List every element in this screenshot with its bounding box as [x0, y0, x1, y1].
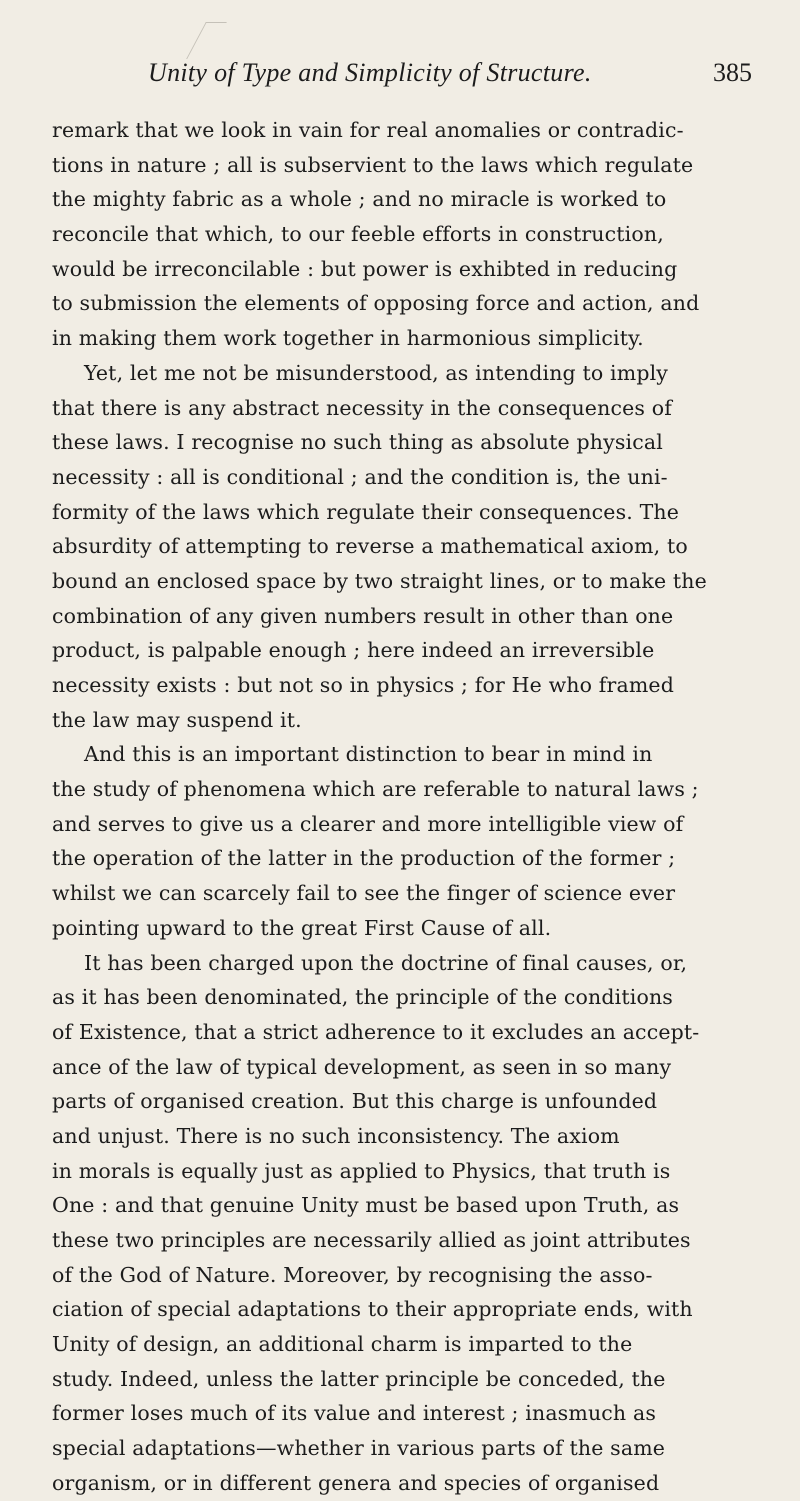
text-line: the law may suspend it. — [52, 707, 302, 732]
text-line: formity of the laws which regulate their consequences. The — [52, 499, 680, 524]
text-line: that there is any abstract necessity in the consequences of — [52, 395, 672, 420]
text-line: the study of phenomena which are referable to natural laws ; — [52, 777, 699, 802]
text-line: to submission the elements of opposing force and action, and — [52, 291, 700, 316]
text-line: as it has been denominated, the principle of the conditions — [52, 985, 673, 1010]
text-line: necessity : all is conditional ; and the condition is, the uni- — [52, 464, 668, 489]
text-line: parts of organised creation. But this charge is unfounded — [52, 1089, 658, 1114]
text-line: remark that we look in vain for real anomalies or contradic- — [52, 118, 684, 142]
text-line: study. Indeed, unless the latter principle be conceded, the — [52, 1366, 666, 1391]
text-line: and serves to give us a clearer and more intelligible view of — [52, 811, 684, 836]
text-line: former loses much of its value and interest ; inasmuch as — [52, 1401, 656, 1426]
text-line: the mighty fabric as a whole ; and no miracle is worked to — [52, 187, 667, 212]
paragraph-first-line: And this is an important distinction to bear in mind in — [84, 742, 653, 767]
paragraph-first-line: It has been charged upon the doctrine of final causes, or, — [84, 950, 688, 975]
running-title: Unity of Type and Simplicity of Structure. — [148, 58, 592, 87]
text-line: reconcile that which, to our feeble efforts in construction, — [52, 222, 664, 247]
text-line: necessity exists : but not so in physics ; for He who framed — [52, 673, 674, 697]
text-line: ciation of special adaptations to their appropriate ends, with — [52, 1297, 693, 1322]
paragraph-first-line: Yet, let me not be misunderstood, as intending to imply — [84, 360, 669, 385]
text-line: of the God of Nature. Moreover, by recognising the asso- — [52, 1262, 653, 1287]
page-corner-mark — [186, 22, 227, 59]
running-head — [148, 58, 752, 98]
text-line: bound an enclosed space by two straight lines, or to make the — [52, 568, 707, 593]
text-line: One : and that genuine Unity must be based upon Truth, as — [52, 1193, 680, 1218]
text-line: and unjust. There is no such inconsistency. The axiom — [52, 1123, 620, 1148]
text-line: tions in nature ; all is subservient to the laws which regulate — [52, 152, 694, 177]
text-line: combination of any given numbers result in other than one — [52, 603, 674, 628]
text-line: absurdity of attempting to reverse a mathematical axiom, to — [52, 534, 688, 559]
text-line: product, is palpable enough ; here indeed an irreversible — [52, 638, 655, 663]
text-line: in morals is equally just as applied to Physics, that truth is — [52, 1158, 671, 1183]
body-text — [52, 113, 758, 1501]
text-line: would be irreconcilable : but power is exhibted in reducing — [52, 256, 678, 281]
text-line: special adaptations—whether in various parts of the same — [52, 1436, 666, 1461]
text-line: ance of the law of typical development, as seen in so many — [52, 1054, 672, 1079]
page-number: 385 — [713, 58, 752, 87]
text-line: these two principles are necessarily allied as joint attributes — [52, 1228, 691, 1252]
text-line: whilst we can scarcely fail to see the finger of science ever — [52, 881, 676, 906]
text-line: Unity of design, an additional charm is imparted to the — [52, 1332, 633, 1357]
text-line: of Existence, that a strict adherence to it excludes an accept- — [52, 1019, 700, 1044]
text-line: in making them work together in harmonious simplicity. — [52, 326, 644, 351]
text-line: the operation of the latter in the production of the former ; — [52, 846, 676, 871]
text-line: pointing upward to the great First Cause of all. — [52, 915, 552, 940]
text-line: these laws. I recognise no such thing as absolute physical — [52, 430, 663, 455]
text-line: organism, or in different genera and species of organised — [52, 1470, 660, 1495]
